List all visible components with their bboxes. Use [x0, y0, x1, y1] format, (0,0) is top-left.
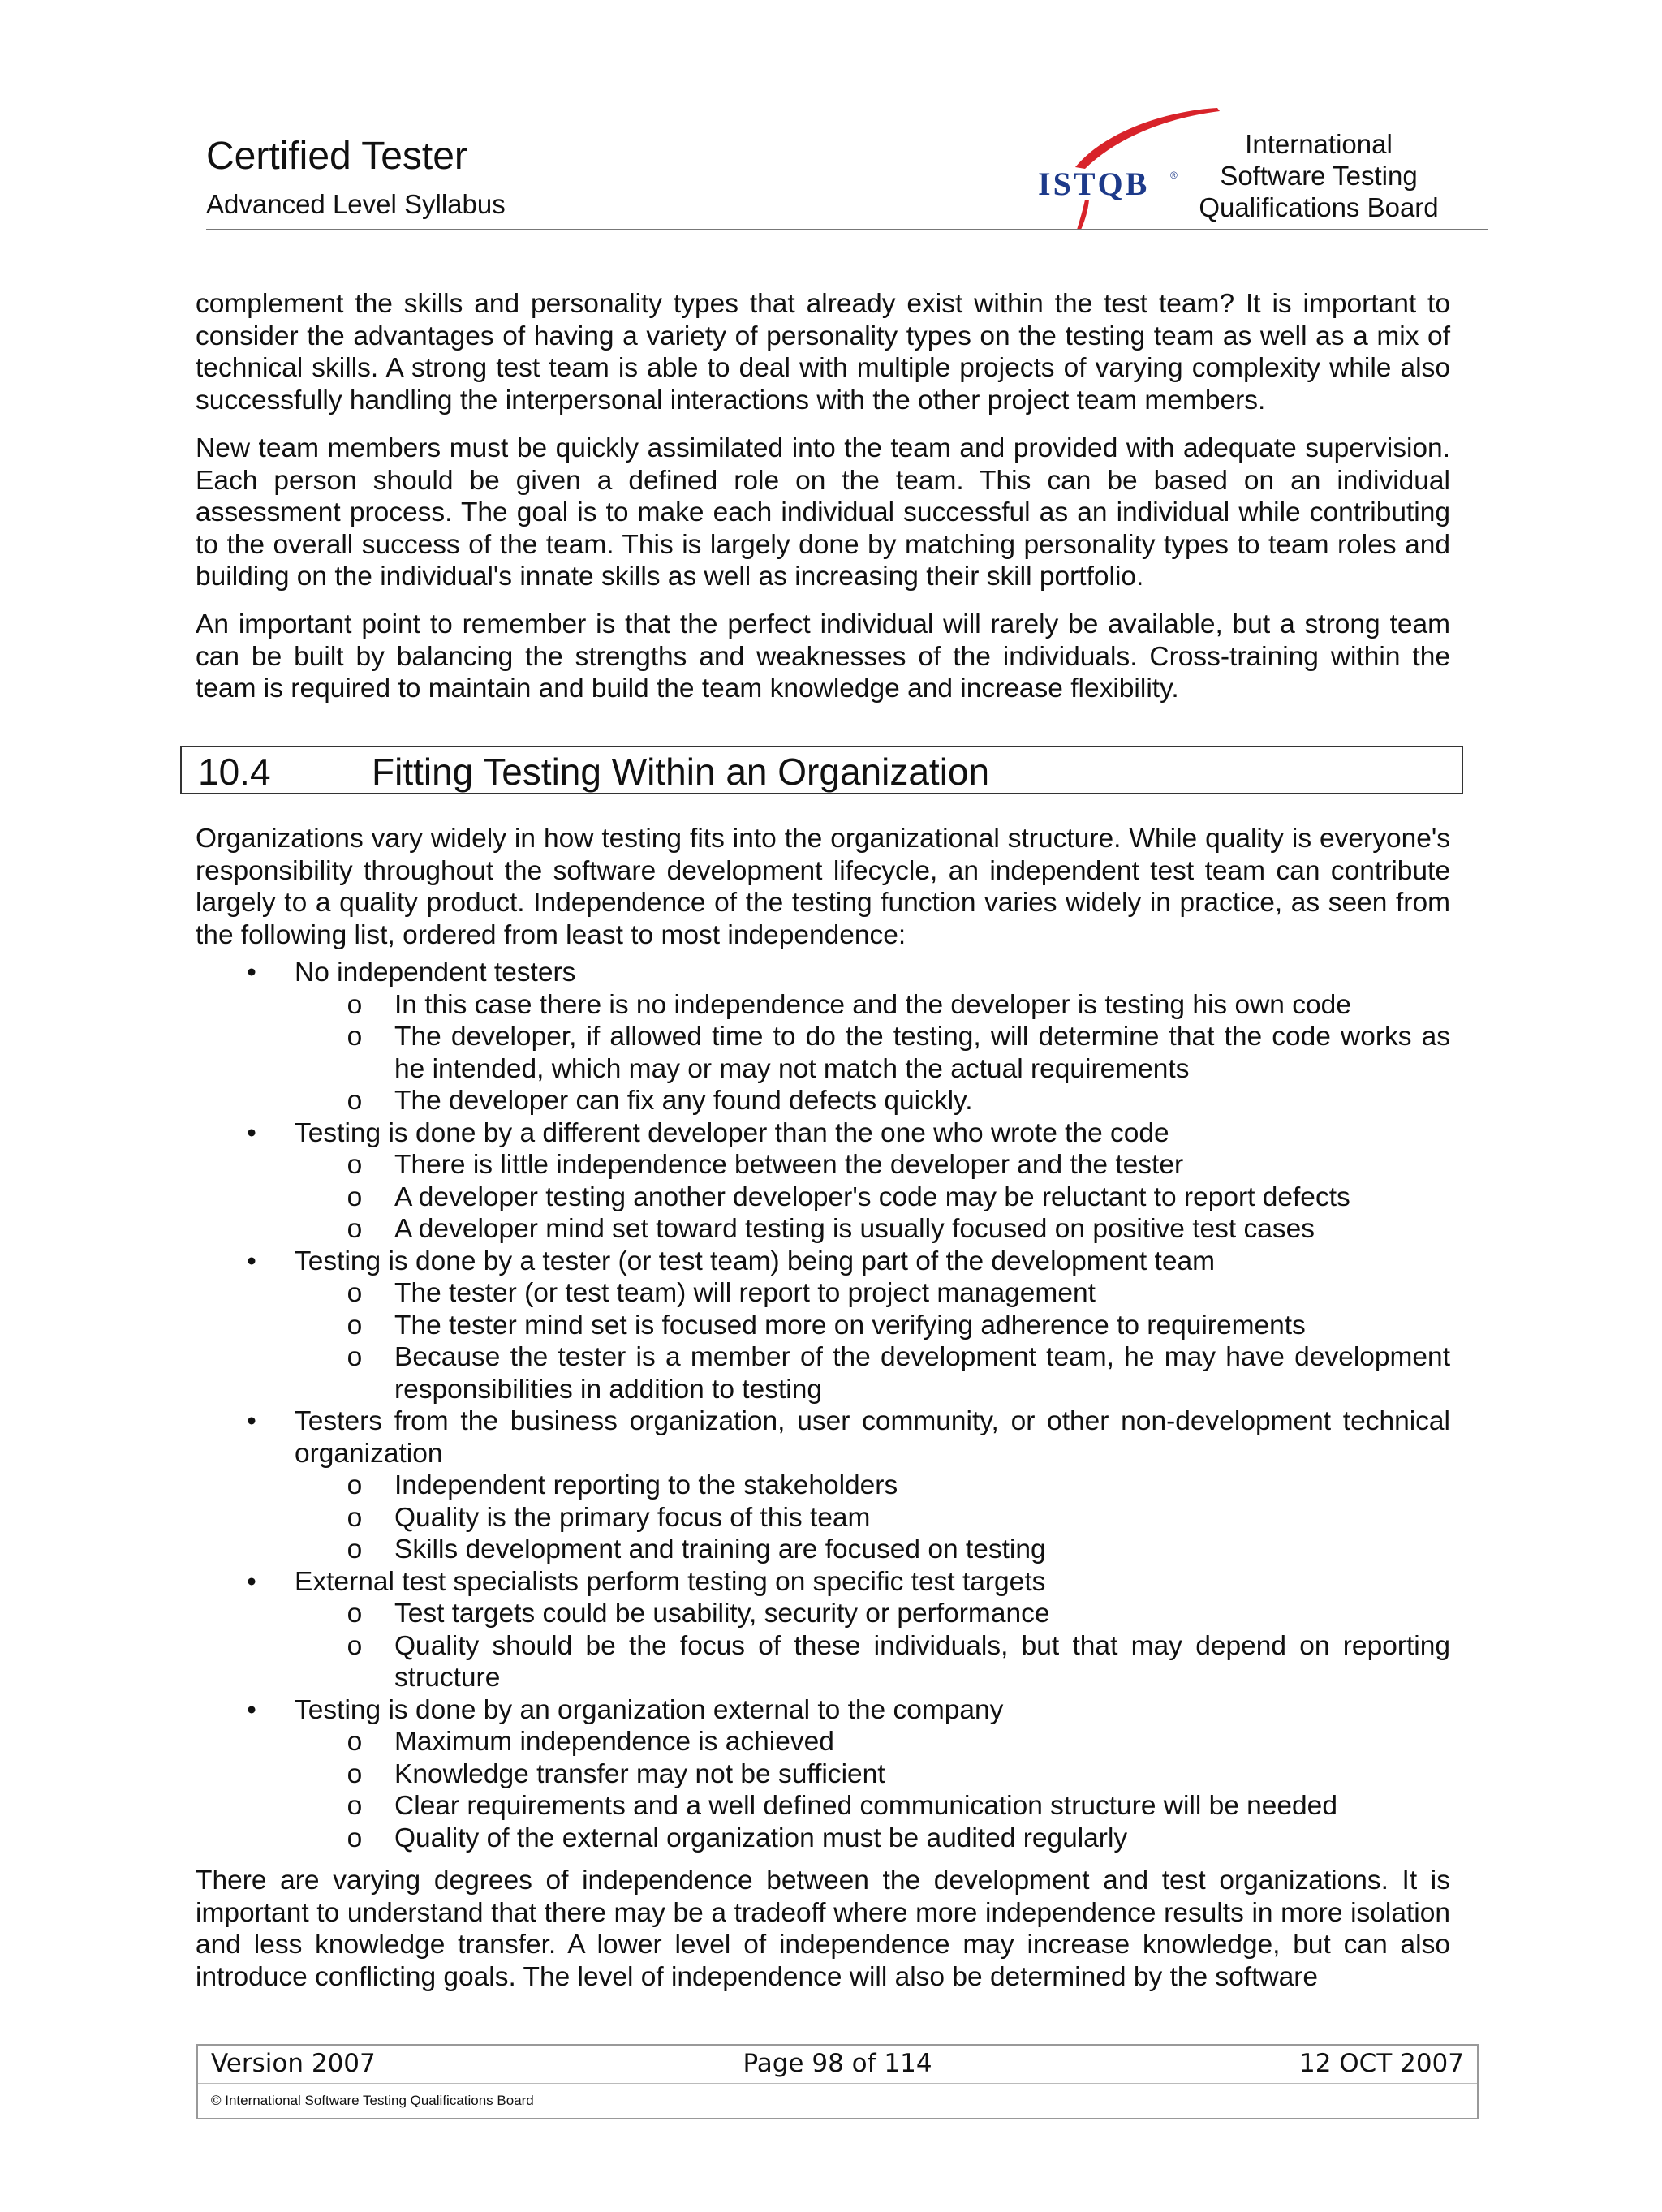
sub-bullet-marker: o — [347, 1150, 363, 1180]
org-name-line: Qualifications Board — [1199, 192, 1439, 222]
sub-list-item — [196, 1534, 1450, 1566]
sub-list-item — [196, 1790, 1450, 1823]
list-item-text: External test specialists perform testing on specific test targets — [295, 1566, 1046, 1597]
logo-text: ISTQB — [1038, 166, 1150, 202]
bullet-marker: • — [247, 1694, 256, 1725]
sub-list-item — [196, 1021, 1450, 1085]
sub-list-item-text: Quality should be the focus of these individuals, but that may depend on reporting structure — [394, 1630, 1450, 1693]
sub-list-item-text: A developer mind set toward testing is usually focused on positive test cases — [394, 1214, 1315, 1244]
sub-list-item-text: In this case there is no independence and the developer is testing his own code — [394, 989, 1351, 1020]
bullet-marker: • — [247, 1246, 256, 1276]
org-name-line: International — [1245, 129, 1393, 159]
footer-date: 12 OCT 2007 — [1298, 2049, 1464, 2078]
list-item-text: Testing is done by a different developer than the one who wrote the code — [295, 1117, 1169, 1148]
section-heading — [180, 746, 1463, 794]
sub-list-item-text: Skills development and training are focused on testing — [394, 1534, 1046, 1564]
paragraph-text: An important point to remember is that the perfect individual will rarely be available, but a strong team can be built by balancing the strengths and weaknesses of the individuals. Cross-training within the team is required to maintain and build the team knowledge and increase flexibility. — [196, 609, 1450, 704]
sub-list-item-text: A developer testing another developer's code may be reluctant to report defects — [394, 1181, 1350, 1212]
sub-list-item-text: The developer, if allowed time to do the testing, will determine that the code works as he intended, which may or may not match the actual requirements — [394, 1022, 1450, 1084]
list-item-text: No independent testers — [295, 958, 576, 988]
section-intro — [196, 823, 1450, 951]
sub-list-item-text: Independent reporting to the stakeholders — [394, 1470, 898, 1500]
sub-bullet-marker: o — [347, 1727, 363, 1757]
list-item — [196, 1246, 1450, 1278]
sub-bullet-marker: o — [347, 1502, 363, 1533]
intro-paragraph — [196, 609, 1450, 705]
sub-list-item — [196, 1470, 1450, 1502]
footer-version: Version 2007 — [211, 2049, 376, 2078]
list-item — [196, 1694, 1450, 1727]
sub-list-item — [196, 1502, 1450, 1534]
sub-list-item-text: The tester mind set is focused more on verifying adherence to requirements — [394, 1310, 1306, 1341]
sub-bullet-marker: o — [347, 1823, 363, 1853]
sub-bullet-marker: o — [347, 1470, 363, 1500]
sub-list-item — [196, 1149, 1450, 1181]
sub-bullet-marker: o — [347, 1534, 363, 1564]
intro-paragraph — [196, 288, 1450, 416]
sub-list-item-text: Clear requirements and a well defined communication structure will be needed — [394, 1791, 1337, 1821]
sub-bullet-marker: o — [347, 1278, 363, 1308]
sub-list-item-text: Because the tester is a member of the development team, he may have development responsibilities in addition to testing — [394, 1342, 1450, 1405]
sub-bullet-marker: o — [347, 1086, 363, 1116]
sub-bullet-marker: o — [347, 1791, 363, 1821]
sub-bullet-marker: o — [347, 1310, 363, 1341]
sub-list-item — [196, 1823, 1450, 1855]
sub-list-item — [196, 1726, 1450, 1758]
list-item — [196, 1405, 1450, 1470]
closing-paragraph — [196, 1865, 1450, 1993]
list-item-text: Testers from the business organization, user community, or other non-development technical organization — [295, 1406, 1450, 1469]
document-subtitle: Advanced Level Syllabus — [206, 189, 506, 219]
sub-list-item — [196, 989, 1450, 1022]
list-item — [196, 1566, 1450, 1599]
bullet-marker: • — [247, 1566, 256, 1597]
bullet-marker: • — [247, 1117, 256, 1148]
sub-bullet-marker: o — [347, 1758, 363, 1789]
page-footer — [196, 2044, 1479, 2119]
sub-list-item-text: The developer can fix any found defects quickly. — [394, 1086, 973, 1116]
independence-list — [196, 957, 1450, 1854]
sub-list-item — [196, 1085, 1450, 1117]
sub-list-item — [196, 1310, 1450, 1342]
sub-bullet-marker: o — [347, 1181, 363, 1212]
sub-list-item-text: Test targets could be usability, security or performance — [394, 1599, 1050, 1629]
sub-list-item — [196, 1181, 1450, 1214]
sub-list-item — [196, 1277, 1450, 1310]
sub-list-item-text: There is little independence between the developer and the tester — [394, 1150, 1184, 1180]
sub-list-item — [196, 1213, 1450, 1246]
paragraph-text: New team members must be quickly assimilated into the team and provided with adequate supervision. Each person should be given a defined role on the team. This can be based on an individual assessment process. The goal is to make each individual successful as an individual while contributing to the overall success of the team. This is largely done by matching personality types to team roles and building on the individual's innate skills as well as increasing their skill portfolio. — [196, 433, 1450, 592]
org-name-line: Software Testing — [1220, 161, 1418, 191]
sub-bullet-marker: o — [347, 1022, 363, 1052]
sub-list-item-text: Quality of the external organization must be audited regularly — [394, 1823, 1128, 1853]
list-item — [196, 957, 1450, 989]
section-number: 10.4 — [198, 751, 271, 793]
sub-list-item — [196, 1341, 1450, 1405]
paragraph-text: complement the skills and personality types that already exist within the test team? It is important to consider the advantages of having a variety of personality types on the testing team as well as a mix of technical skills. A strong test team is able to deal with multiple projects of varying complexity while also successfully handling the interpersonal interactions with the other project team members. — [196, 289, 1450, 415]
bullet-marker: • — [247, 958, 256, 988]
sub-list-item-text: Quality is the primary focus of this team — [394, 1502, 871, 1533]
list-item — [196, 1117, 1450, 1150]
org-name — [1185, 128, 1453, 223]
sub-bullet-marker: o — [347, 1630, 363, 1661]
sub-list-item-text: Maximum independence is achieved — [394, 1727, 834, 1757]
sub-list-item-text: The tester (or test team) will report to project management — [394, 1278, 1096, 1308]
header-divider — [206, 229, 1488, 230]
paragraph-text: Organizations vary widely in how testing fits into the organizational structure. While quality is everyone's responsibility throughout the software development lifecycle, an independent test team can contribute largely to a quality product. Independence of the testing function varies widely in practice, as seen from the following list, ordered from least to most independence: — [196, 824, 1450, 950]
bullet-marker: • — [247, 1406, 256, 1436]
document-title: Certified Tester — [206, 135, 467, 178]
sub-list-item — [196, 1598, 1450, 1630]
sub-bullet-marker: o — [347, 1599, 363, 1629]
logo-registered-mark: ® — [1170, 170, 1178, 181]
sub-bullet-marker: o — [347, 1214, 363, 1244]
sub-bullet-marker: o — [347, 989, 363, 1020]
footer-page-number: Page 98 of 114 — [743, 2049, 932, 2078]
logo-swoosh-bottom — [1077, 200, 1089, 230]
sub-list-item — [196, 1758, 1450, 1791]
footer-divider — [198, 2083, 1477, 2084]
section-title: Fitting Testing Within an Organization — [372, 751, 990, 793]
sub-list-item-text: Knowledge transfer may not be sufficient — [394, 1758, 885, 1789]
sub-list-item — [196, 1630, 1450, 1694]
paragraph-text: There are varying degrees of independence between the development and test organizations. It is important to understand that there may be a tradeoff where more independence results in more isolation and less knowledge transfer. A lower level of independence may increase knowledge, but can also introduce conflicting goals. The level of independence will also be determined by the software — [196, 1866, 1450, 1992]
intro-paragraph — [196, 433, 1450, 593]
sub-bullet-marker: o — [347, 1342, 363, 1372]
list-item-text: Testing is done by an organization external to the company — [295, 1694, 1004, 1725]
list-item-text: Testing is done by a tester (or test team) being part of the development team — [295, 1246, 1216, 1276]
footer-copyright: © International Software Testing Qualifications Board — [211, 2093, 534, 2108]
